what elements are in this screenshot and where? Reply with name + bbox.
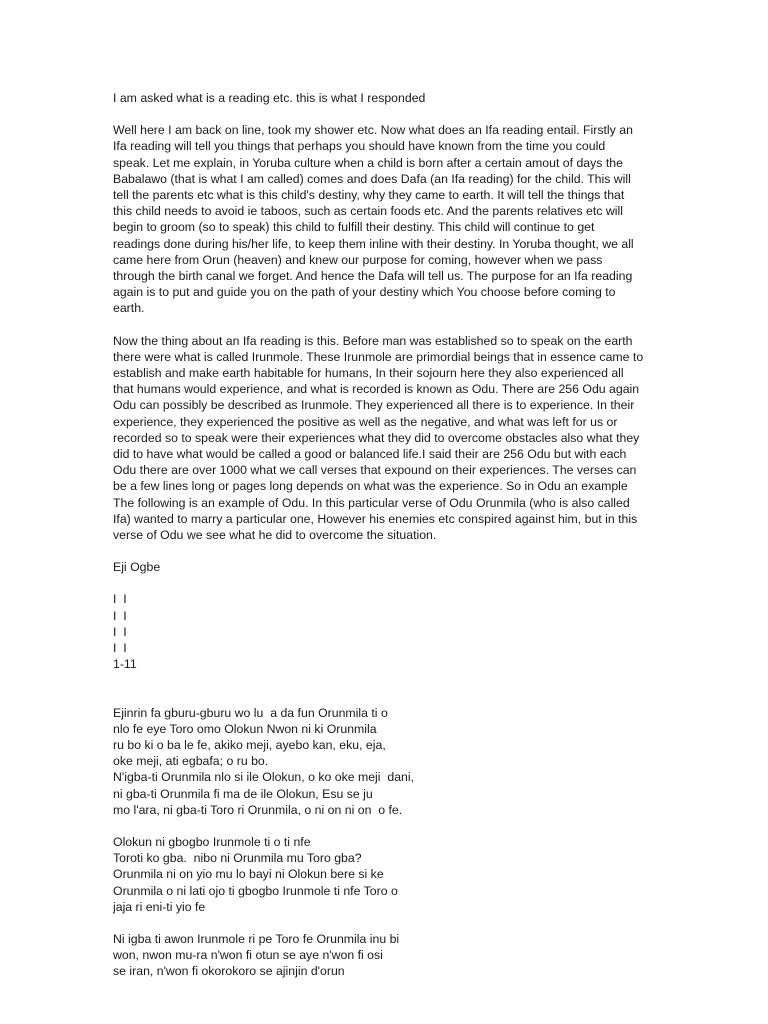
verse-line: Ni igba ti awon Irunmole ri pe Toro fe Orunmila inu bi [113, 931, 400, 946]
verse-line: nlo fe eye Toro omo Olokun Nwon ni ki Orunmila [113, 721, 377, 736]
paragraph-ifa-reading: Well here I am back on line, took my shower etc. Now what does an Ifa reading entail. Firstly an Ifa reading will tell you things that perhaps you should have known from the time you could speak. Let me explain, in Yoruba culture when a child is born after a certain amout of days the Babalawo (that is what I am called) comes and does Dafa (an Ifa reading) for the child. This will tell the parents etc what is this child's destiny, why they came to earth. It will tell the things that this child needs to avoid ie taboos, such as certain foods etc. And the parents relatives etc will begin to groom (so to speak) this child to fulfill their destiny. This child will continue to get readings done during his/her life, to keep them inline with their destiny. In Yoruba thought, we all came here from Orun (heaven) and knew our purpose for coming, however when we pass through the birth canal we forget. And hence the Dafa will tell us. The purpose for an Ifa reading again is to put and guide you on the path of your destiny which You choose before coming to earth. [113, 123, 634, 316]
verse-line: won, nwon mu-ra n'won fi otun se aye n'won fi osi [113, 948, 383, 963]
verse-line: Orunmila ni on yio mu lo bayi ni Olokun bere si ke [113, 867, 384, 882]
verse-block-1 [113, 705, 658, 818]
document-page [113, 90, 658, 980]
verse-line: se iran, n'won fi okorokoro se ajinjin d'orun [113, 964, 345, 979]
verse-line: jaja ri eni-ti yio fe [113, 899, 206, 914]
paragraph-irunmole-odu: Now the thing about an Ifa reading is this. Before man was established so to speak on the earth there were what is called Irunmole. These Irunmole are primordial beings that in essence came to establish and make earth habitable for humans, In their sojourn here they also experienced all that humans would experience, and what is recorded is known as Odu. There are 256 Odu again Odu can possibly be described as Irunmole. They experienced all there is to experience. In their experience, they experienced the positive as well as the negative, and what was left for us or recorded so to speak were their experiences what they did to overcome obstacles also what they did to have what would be called a good or balanced life.I said their are 256 Odu but with each Odu there are over 1000 what we call verses that expound on their experiences. The verses can be a few lines long or pages long depends on what was the experience. So in Odu an example The following is an example of Odu. In this particular verse of Odu Orunmila (who is also called Ifa) wanted to marry a particular one, However his enemies etc conspired against him, but in this verse of Odu we see what he did to overcome the situation. [113, 333, 644, 543]
verse-block-2 [113, 834, 658, 915]
odu-marks [113, 591, 658, 672]
verse-line: ru bo ki o ba le fe, akiko meji, ayebo kan, eku, eja, [113, 737, 386, 752]
verse-line: mo l'ara, ni gba-ti Toro ri Orunmila, o ni on ni on o fe. [113, 802, 403, 817]
verse-line: oke meji, ati egbafa; o ru bo. [113, 754, 269, 769]
verse-line: Ejinrin fa gburu-gburu wo lu a da fun Orunmila ti o [113, 705, 388, 720]
odu-mark-line: I I [113, 641, 127, 656]
verse-line: Orunmila o ni lati ojo ti gbogbo Irunmole ti nfe Toro o [113, 883, 398, 898]
verse-line: Olokun ni gbogbo Irunmole ti o ti nfe [113, 834, 311, 849]
verse-line: N'igba-ti Orunmila nlo si ile Olokun, o ko oke meji dani, [113, 770, 415, 785]
intro-line: I am asked what is a reading etc. this is what I responded [113, 91, 426, 105]
odu-name: Eji Ogbe [113, 560, 161, 575]
odu-mark-line: I I [113, 608, 127, 623]
odu-mark-line: I I [113, 592, 127, 607]
odu-number: 1-11 [113, 657, 137, 672]
verse-line: ni gba-ti Orunmila fi ma de ile Olokun, Esu se ju [113, 786, 373, 801]
verse-line: Toroti ko gba. nibo ni Orunmila mu Toro gba? [113, 851, 362, 866]
odu-mark-line: I I [113, 624, 127, 639]
verse-block-3 [113, 931, 658, 980]
